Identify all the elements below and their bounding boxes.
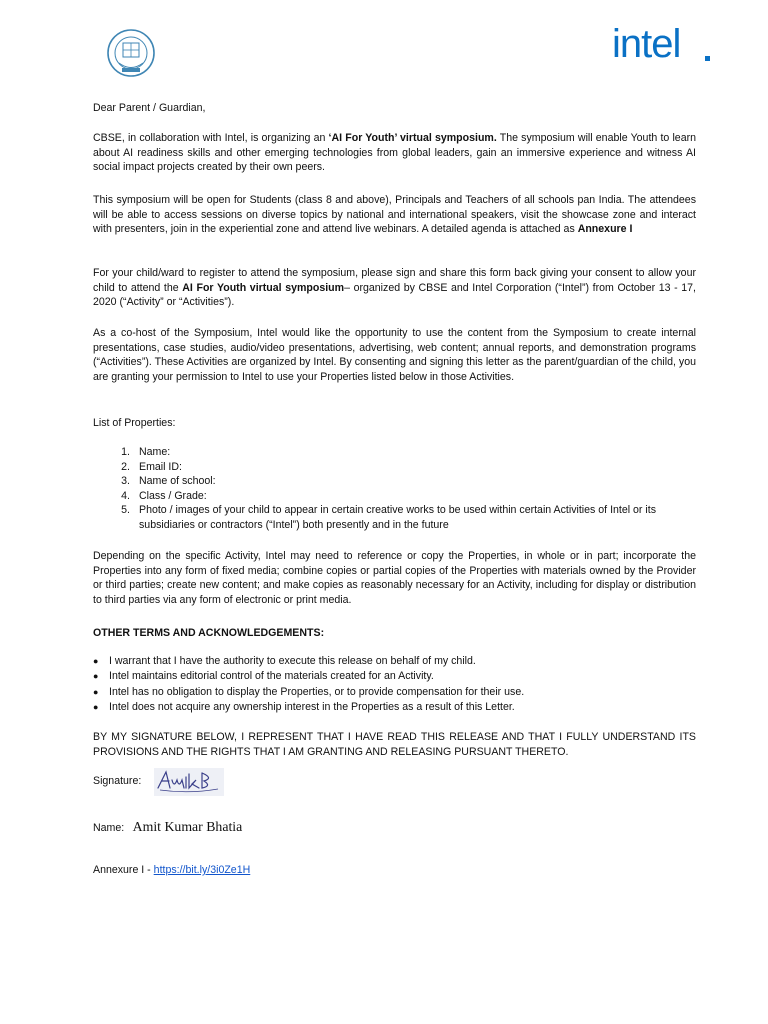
list-item bbox=[93, 503, 696, 532]
intel-logo-dot bbox=[705, 56, 710, 61]
annexure-row bbox=[93, 864, 250, 876]
terms-list bbox=[93, 654, 696, 715]
list-number: 1. bbox=[121, 446, 130, 458]
p2-text-a: This symposium will be open for Students (class 8 and above), Principals and Teachers of all schools pan India. The attendees will be able to access sessions on diverse topics by national and international speakers, visit the showcase zone and interact with presenters, join in the experiential zone and attend live webinars. A detailed agenda is attached as bbox=[93, 194, 696, 236]
terms-item bbox=[93, 654, 696, 669]
terms-item bbox=[93, 700, 696, 715]
name-row bbox=[93, 818, 242, 836]
p3-bold: AI For Youth virtual symposium bbox=[182, 281, 345, 294]
terms-text: Intel has no obligation to display the Properties, or to provide compensation for their use. bbox=[109, 685, 525, 698]
list-number: 2. bbox=[121, 460, 130, 473]
paragraph-usage: Depending on the specific Activity, Intel may need to reference or copy the Properties, in whole or in part; incorporate the Properties into any form of fixed media; combine copies or partial copies of the Properties with materials owned by the Provider or third parties; create new content; and make copies as reasonably necessary for an Activity, including for display or distribution to third parties via any form of electronic or print media. bbox=[93, 550, 696, 606]
list-text: Photo / images of your child to appear in certain creative works to be used within certain Activities of Intel or its subsidiaries or contractors (“Intel”) both presently and in the future bbox=[139, 504, 656, 531]
list-heading: List of Properties: bbox=[93, 417, 176, 429]
paragraph-cohost: As a co-host of the Symposium, Intel would like the opportunity to use the content from the Symposium to create internal presentations, case studies, audio/video presentations, advertising, web content; annual reports, and demonstration programs (“Activities”). These Activities are organized by Intel. By consenting and signing this letter as the parent/guardian of the child, you are granting your permission to Intel to use your Properties listed below in those Activities. bbox=[93, 327, 696, 383]
terms-text: Intel maintains editorial control of the materials created for an Activity. bbox=[109, 670, 434, 683]
annexure-label: Annexure I - bbox=[93, 864, 151, 876]
list-text: Class / Grade: bbox=[139, 489, 207, 502]
terms-item bbox=[93, 669, 696, 684]
terms-item bbox=[93, 685, 696, 700]
list-item bbox=[93, 445, 696, 460]
signature-image bbox=[154, 768, 224, 796]
name-value: Amit Kumar Bhatia bbox=[132, 819, 243, 834]
p1-bold: ‘AI For Youth’ virtual symposium. bbox=[328, 132, 497, 144]
terms-text: Intel does not acquire any ownership interest in the Properties as a result of this Letter. bbox=[109, 700, 515, 713]
bullet-icon: ● bbox=[93, 701, 99, 712]
list-item bbox=[93, 474, 696, 489]
name-label: Name: bbox=[93, 822, 125, 834]
list-item bbox=[93, 460, 696, 475]
paragraph-registration bbox=[93, 266, 696, 310]
list-text: Email ID: bbox=[139, 460, 182, 473]
list-number: 3. bbox=[121, 475, 130, 488]
properties-list bbox=[93, 445, 696, 533]
intel-logo: intel bbox=[612, 22, 681, 66]
declaration: BY MY SIGNATURE BELOW, I REPRESENT THAT I HAVE READ THIS RELEASE AND THAT I FULLY UNDERSTAND ITS PROVISIONS AND THE RIGHTS THAT I AM GRANTING AND RELEASING PURSUANT THERETO. bbox=[93, 731, 696, 758]
annexure-link[interactable]: https://bit.ly/3i0Ze1H bbox=[153, 864, 251, 876]
signature-label: Signature: bbox=[93, 775, 142, 787]
terms-heading: OTHER TERMS AND ACKNOWLEDGEMENTS: bbox=[93, 627, 325, 639]
terms-text: I warrant that I have the authority to execute this release on behalf of my child. bbox=[109, 655, 476, 667]
bullet-icon: ● bbox=[93, 656, 99, 666]
p3-text-a: For your child/ward to register to attend the symposium, please sign and share this form back giving your consent to allow your child to attend the bbox=[93, 267, 696, 294]
p1-text-a: CBSE, in collaboration with Intel, is organizing an bbox=[93, 132, 329, 144]
list-number: 4. bbox=[121, 489, 130, 502]
bullet-icon: ● bbox=[93, 671, 99, 682]
p2-bold: Annexure I bbox=[577, 223, 633, 236]
paragraph-eligibility bbox=[93, 193, 696, 237]
p3-text-b: – organized by CBSE and Intel Corporation (“Intel”) from October 13 - 17, 2020 (“Activity” or “Activities”). bbox=[93, 281, 697, 309]
list-text: Name: bbox=[139, 446, 171, 458]
cbse-seal-logo bbox=[106, 28, 156, 78]
list-item bbox=[93, 489, 696, 504]
paragraph-intro bbox=[93, 131, 696, 175]
list-text: Name of school: bbox=[139, 475, 216, 488]
p1-text-b: The symposium will enable Youth to learn about AI readiness skills and other emerging technologies from global leaders, gain an immersive experience and witness AI social impact projects created by their own peers. bbox=[93, 132, 697, 174]
bullet-icon: ● bbox=[93, 686, 99, 697]
salutation: Dear Parent / Guardian, bbox=[93, 102, 206, 114]
list-number: 5. bbox=[121, 504, 130, 517]
